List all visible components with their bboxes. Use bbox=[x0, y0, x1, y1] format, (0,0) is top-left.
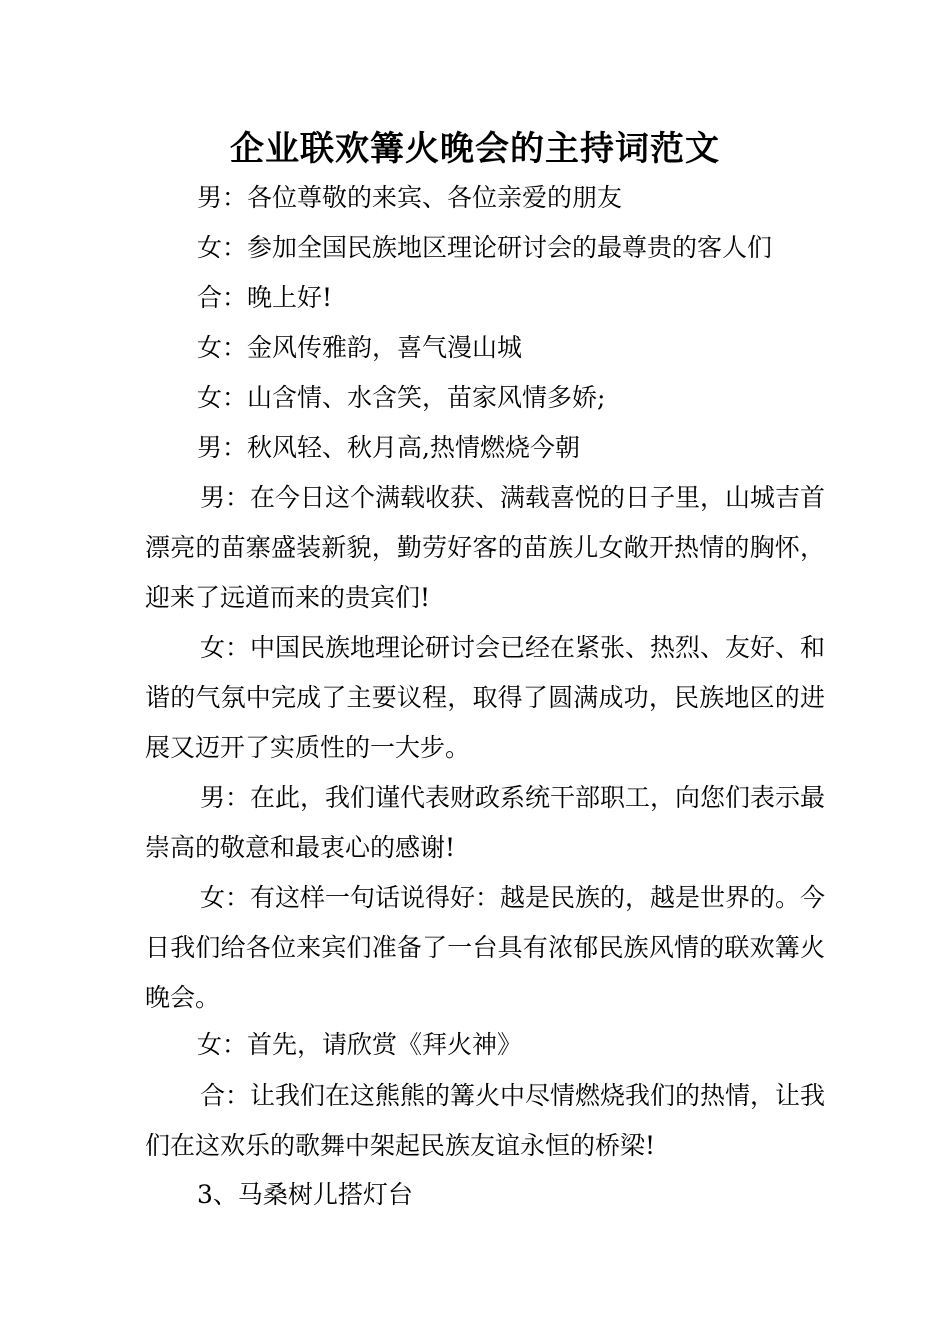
document-title: 企业联欢篝火晚会的主持词范文 bbox=[230, 129, 720, 169]
dialogue-paragraph: 女：中国民族地理论研讨会已经在紧张、热烈、友好、和谐的气氛中完成了主要议程，取得了圆满成功，民族地区的进展又迈开了实质性的一大步。 bbox=[145, 633, 826, 762]
dialogue-line: 男：各位尊敬的来宾、各位亲爱的朋友 bbox=[197, 183, 623, 212]
program-item: 3、马桑树儿搭灯台 bbox=[197, 1180, 413, 1209]
dialogue-line: 女：金风传雅韵，喜气漫山城 bbox=[197, 333, 523, 362]
dialogue-line: 女：山含情、水含笑，苗家风情多娇; bbox=[197, 383, 606, 412]
dialogue-line: 女：首先，请欣赏《拜火神》 bbox=[197, 1030, 523, 1059]
dialogue-paragraph: 女：有这样一句话说得好：越是民族的，越是世界的。今日我们给各位来宾们准备了一台具有浓郁民族风情的联欢篝火晚会。 bbox=[145, 883, 826, 1012]
dialogue-line: 男：秋风轻、秋月高,热情燃烧今朝 bbox=[197, 433, 580, 462]
dialogue-paragraph: 男：在今日这个满载收获、满载喜悦的日子里，山城吉首漂亮的苗寨盛装新貌，勤劳好客的苗族儿女敞开热情的胸怀，迎来了远道而来的贵宾们! bbox=[145, 483, 826, 612]
dialogue-paragraph: 男：在此，我们谨代表财政系统干部职工，向您们表示最崇高的敬意和最衷心的感谢! bbox=[145, 783, 826, 862]
dialogue-paragraph: 合：让我们在这熊熊的篝火中尽情燃烧我们的热情，让我们在这欢乐的歌舞中架起民族友谊永恒的桥梁! bbox=[145, 1081, 826, 1160]
dialogue-line: 合：晚上好! bbox=[197, 283, 333, 312]
dialogue-line: 女：参加全国民族地区理论研讨会的最尊贵的客人们 bbox=[197, 233, 773, 262]
